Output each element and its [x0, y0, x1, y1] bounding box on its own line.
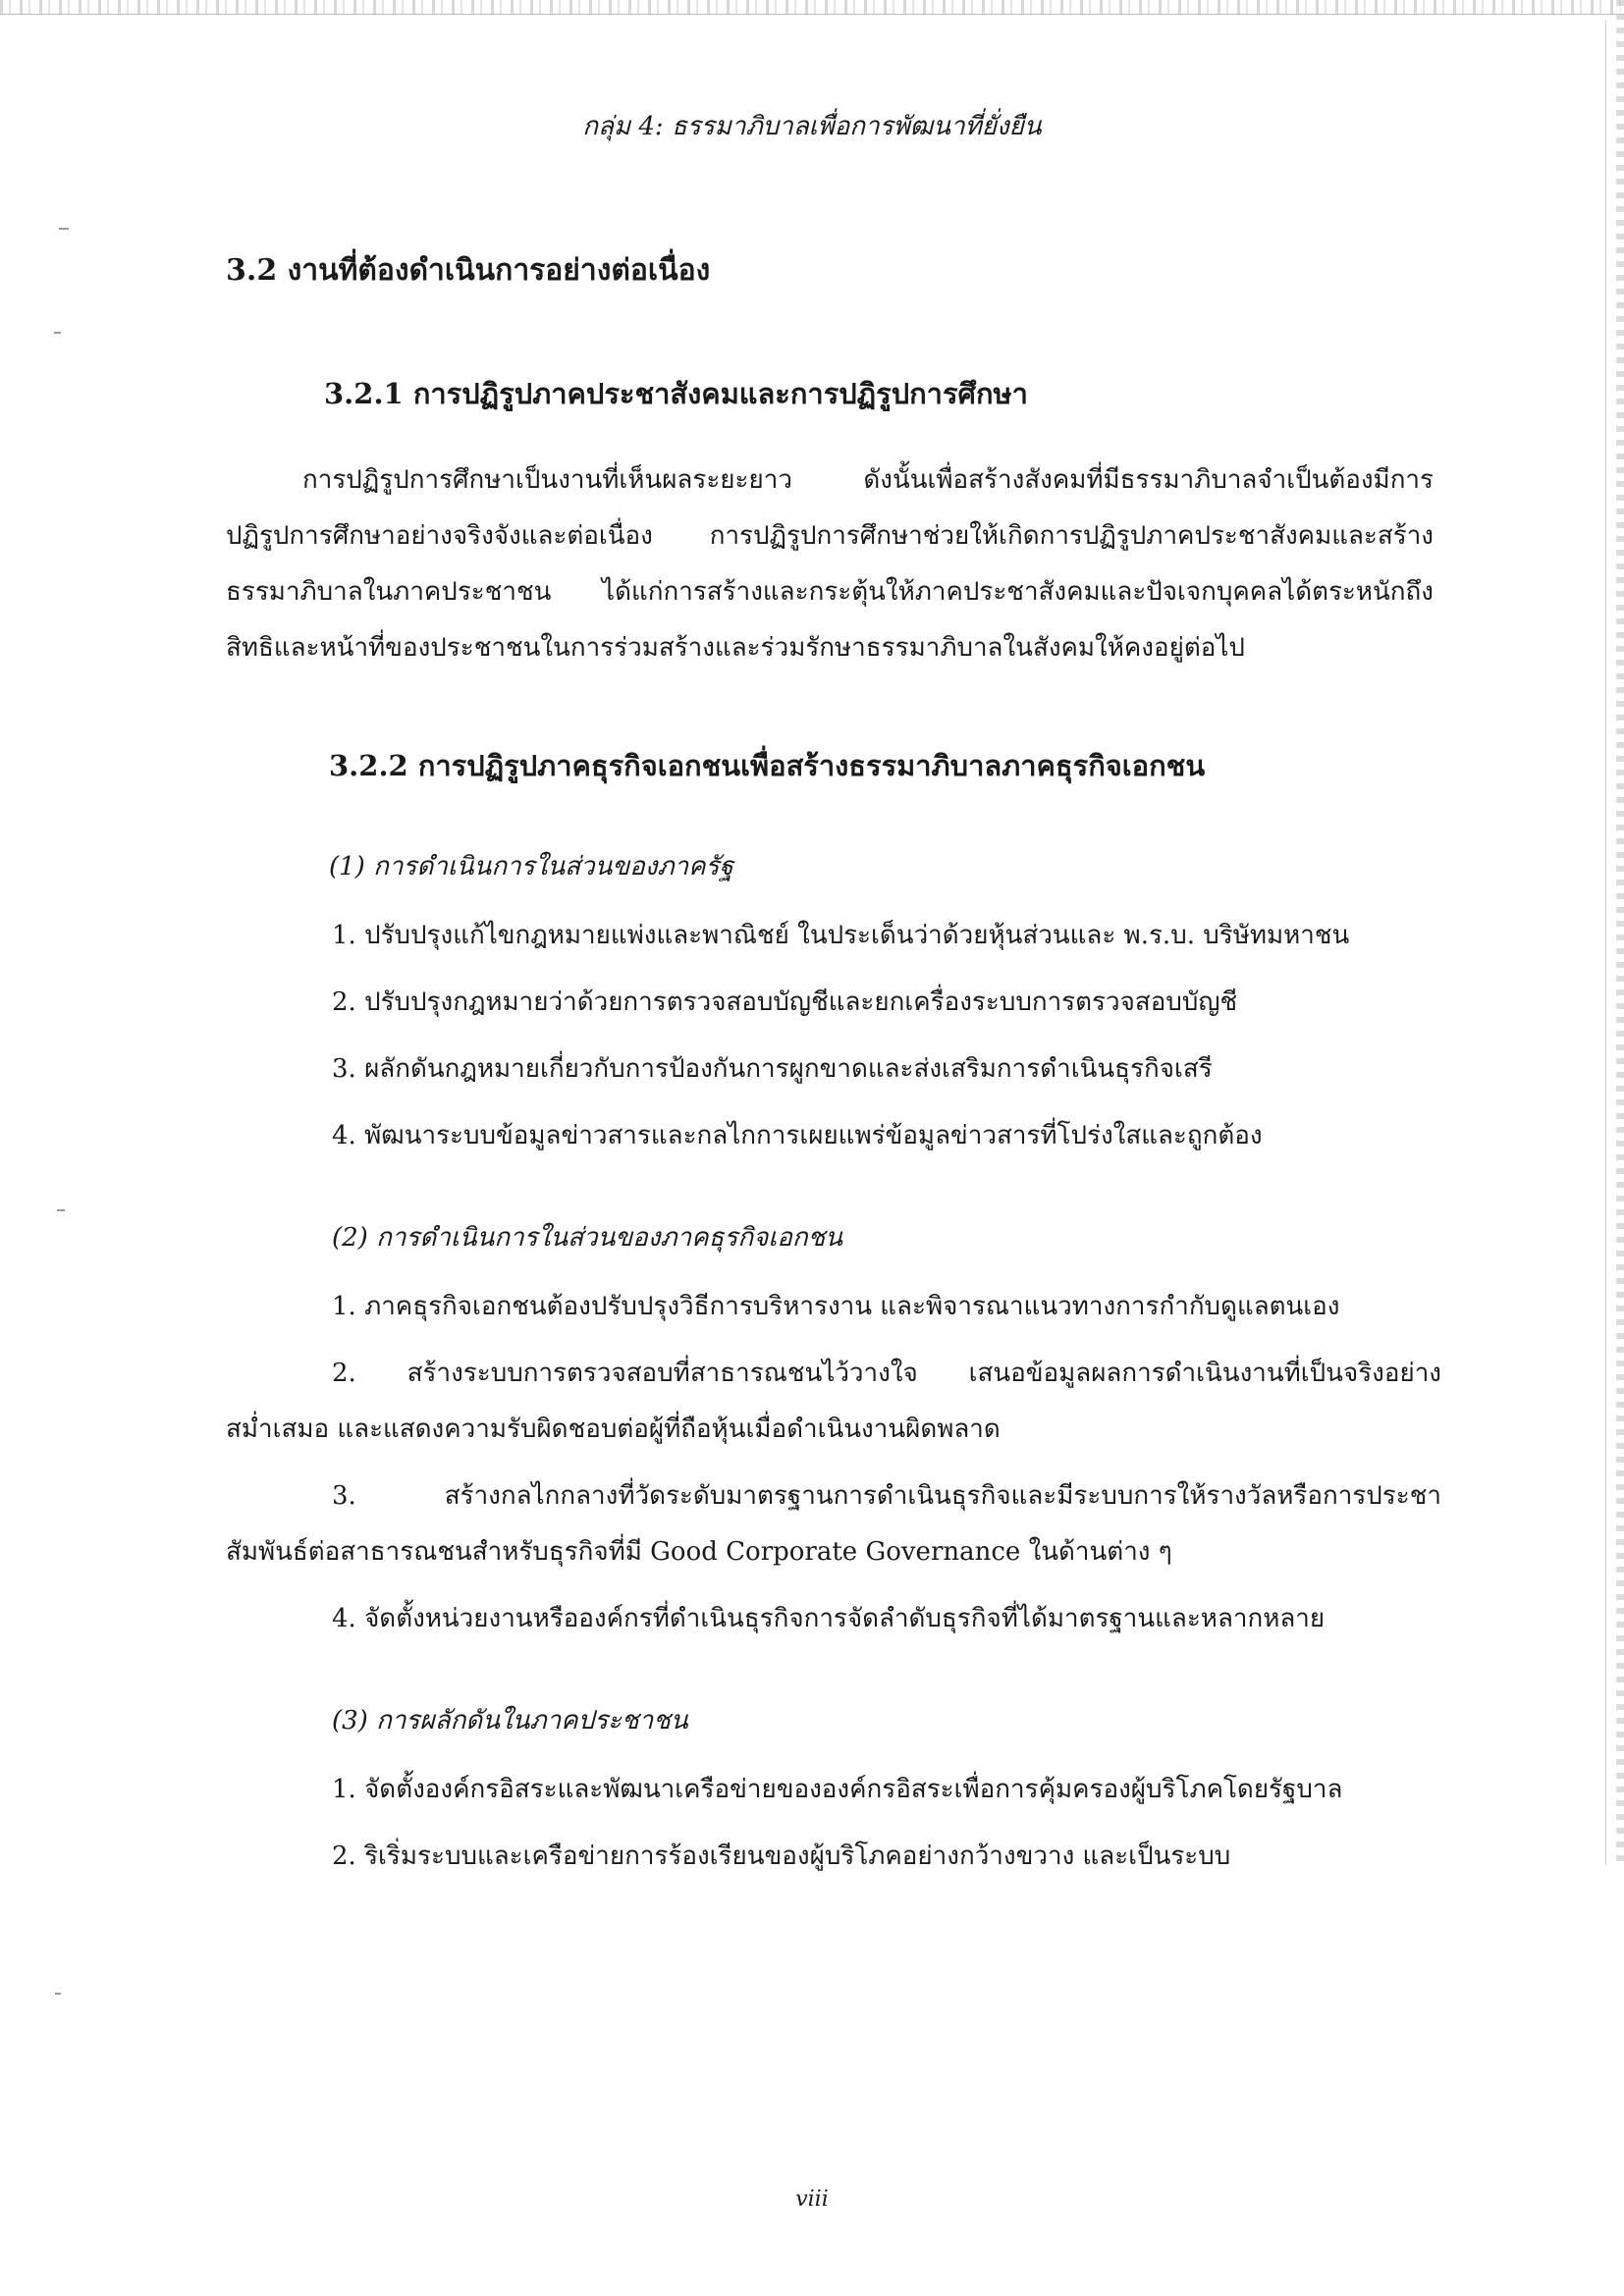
scan-artifact-top — [0, 0, 1624, 14]
subsection-heading-321: 3.2.1 การปฏิรูปภาคประชาสังคมและการปฏิรูปการศึกษา — [324, 377, 1028, 410]
group-title-state: (1) การดำเนินการในส่วนของภาครัฐ — [329, 852, 733, 881]
list-item: 4. พัฒนาระบบข้อมูลข่าวสารและกลไกการเผยแพร่ข้อมูลข่าวสารที่โปร่งใสและถูกต้อง — [332, 1121, 1263, 1150]
section-heading: 3.2 งานที่ต้องดำเนินการอย่างต่อเนื่อง — [226, 253, 711, 288]
paragraph-line: ปฏิรูปการศึกษาอย่างจริงจังและต่อเนื่อง การปฏิรูปการศึกษาช่วยให้เกิดการปฏิรูปภาคประชาสังคมและสร้าง — [226, 521, 1434, 551]
paragraph-line: การปฏิรูปการศึกษาเป็นงานที่เห็นผลระยะยาว ดังนั้นเพื่อสร้างสังคมที่มีธรรมาภิบาลจำเป็นต้องมีการ — [302, 465, 1434, 495]
group-title-public: (3) การผลักดันในภาคประชาชน — [332, 1706, 688, 1735]
scan-artifact-right-line — [1605, 20, 1606, 1865]
subsection-heading-322: 3.2.2 การปฏิรูปภาคธุรกิจเอกชนเพื่อสร้างธรรมาภิบาลภาคธุรกิจเอกชน — [329, 749, 1206, 782]
scan-speck — [57, 1209, 65, 1211]
list-item: 3. สร้างกลไกกลางที่วัดระดับมาตรฐานการดำเนินธุรกิจและมีระบบการให้รางวัลหรือการประชา — [332, 1481, 1441, 1511]
list-item: 2. ปรับปรุงกฎหมายว่าด้วยการตรวจสอบบัญชีและยกเครื่องระบบการตรวจสอบบัญชี — [332, 988, 1238, 1017]
list-item: 3. ผลักดันกฎหมายเกี่ยวกับการป้องกันการผูกขาดและส่งเสริมการดำเนินธุรกิจเสรี — [332, 1054, 1213, 1084]
scan-speck — [54, 332, 61, 334]
paragraph-line: สิทธิและหน้าที่ของประชาชนในการร่วมสร้างและร่วมรักษาธรรมาภิบาลในสังคมให้คงอยู่ต่อไป — [226, 633, 1245, 663]
list-item: 1. ปรับปรุงแก้ไขกฎหมายแพ่งและพาณิชย์ ในประเด็นว่าด้วยหุ้นส่วนและ พ.ร.บ. บริษัทมหาชน — [332, 921, 1350, 950]
list-item: 1. ภาคธุรกิจเอกชนต้องปรับปรุงวิธีการบริหารงาน และพิจารณาแนวทางการกำกับดูแลตนเอง — [332, 1292, 1340, 1321]
list-item: 1. จัดตั้งองค์กรอิสระและพัฒนาเครือข่ายขององค์กรอิสระเพื่อการคุ้มครองผู้บริโภคโดยรัฐบาล — [332, 1775, 1343, 1804]
scan-artifact-top-line — [0, 14, 1624, 15]
list-item-continuation: สม่ำเสมอ และแสดงความรับผิดชอบต่อผู้ที่ถือหุ้นเมื่อดำเนินงานผิดพลาด — [226, 1415, 1001, 1444]
running-header: กลุ่ม 4: ธรรมาภิบาลเพื่อการพัฒนาที่ยั่งยืน — [582, 112, 1042, 141]
list-item: 2. ริเริ่มระบบและเครือข่ายการร้องเรียนของผู้บริโภคอย่างกว้างขวาง และเป็นระบบ — [332, 1842, 1231, 1871]
scan-artifact-right — [1616, 0, 1624, 1865]
scan-speck — [55, 1993, 61, 1995]
scan-speck — [59, 228, 69, 230]
list-item-continuation: สัมพันธ์ต่อสาธารณชนสำหรับธุรกิจที่มี Good Corporate Governance ในด้านต่าง ๆ — [226, 1537, 1172, 1567]
paragraph-line: ธรรมาภิบาลในภาคประชาชน ได้แก่การสร้างและกระตุ้นให้ภาคประชาสังคมและปัจเจกบุคคลได้ตระหนักถึง — [226, 577, 1434, 607]
list-item: 2. สร้างระบบการตรวจสอบที่สาธารณชนไว้วางใจ เสนอข้อมูลผลการดำเนินงานที่เป็นจริงอย่าง — [332, 1359, 1441, 1388]
group-title-private: (2) การดำเนินการในส่วนของภาคธุรกิจเอกชน — [332, 1223, 843, 1253]
page-number: viii — [795, 2187, 829, 2212]
list-item: 4. จัดตั้งหน่วยงานหรือองค์กรที่ดำเนินธุรกิจการจัดลำดับธุรกิจที่ได้มาตรฐานและหลากหลาย — [332, 1604, 1326, 1633]
